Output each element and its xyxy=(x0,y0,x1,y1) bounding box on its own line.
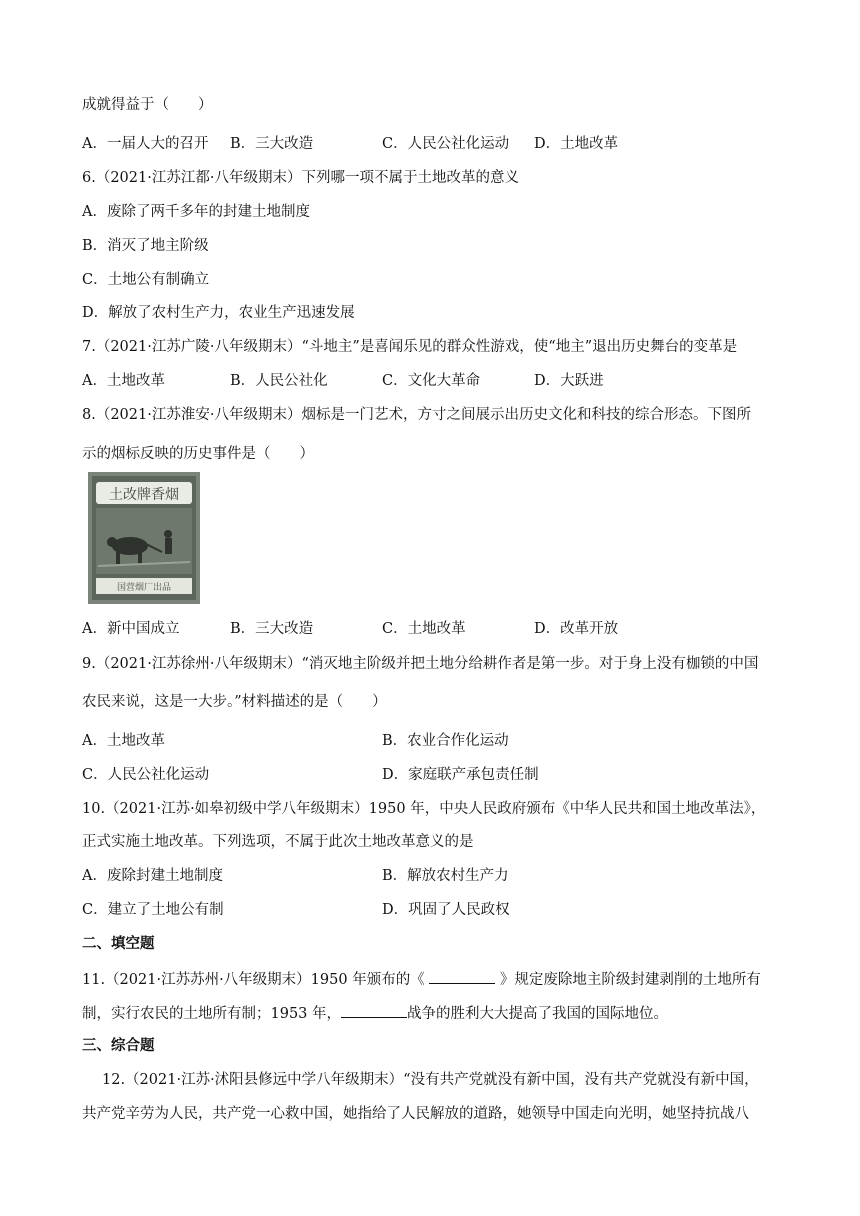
q8-options xyxy=(82,619,782,639)
q10-option-c: C．建立了土地公有制 xyxy=(82,902,224,918)
q10-option-d: D．巩固了人民政权 xyxy=(382,902,510,918)
q6-stem: 6.（2021·江苏江都·八年级期末）下列哪一项不属于土地改革的意义 xyxy=(82,170,519,186)
q7-option-d: D．大跃进 xyxy=(534,373,604,389)
q8-option-c: C．土地改革 xyxy=(382,621,466,637)
q8-stem-line1: 8.（2021·江苏淮安·八年级期末）烟标是一门艺术，方寸之间展示出历史文化和科技的综合形态。下图所 xyxy=(82,407,751,423)
q9-options-row2 xyxy=(82,765,782,785)
section-comprehensive-heading: 三、综合题 xyxy=(82,1037,155,1054)
q8-option-b: B．三大改造 xyxy=(230,621,314,637)
q11-line2 xyxy=(82,1002,668,1024)
q6-option-c: C．土地公有制确立 xyxy=(82,272,210,288)
q11-line2-start: 制，实行农民的土地所有制；1953 年， xyxy=(82,1006,342,1022)
cigarette-label-image xyxy=(88,472,200,604)
q9-option-d: D．家庭联产承包责任制 xyxy=(382,767,539,783)
q11-blank-2[interactable] xyxy=(341,1002,407,1018)
q10-options-row2 xyxy=(82,900,782,920)
q5-option-b: B．三大改造 xyxy=(230,136,314,152)
q9-option-a: A．土地改革 xyxy=(82,733,165,749)
q9-stem-line2: 农民来说，这是一大步。”材料描述的是（ ） xyxy=(82,694,387,710)
q7-option-a: A．土地改革 xyxy=(82,373,165,389)
q9-stem-line1: 9.（2021·江苏徐州·八年级期末）“消灭地主阶级并把土地分给耕作者是第一步。对于身上没有枷锁的中国 xyxy=(82,656,759,672)
q9-option-b: B．农业合作化运动 xyxy=(382,733,509,749)
q6-option-a: A．废除了两千多年的封建土地制度 xyxy=(82,204,310,220)
q9-option-c: C．人民公社化运动 xyxy=(82,767,210,783)
q6-option-b: B．消灭了地主阶级 xyxy=(82,238,209,254)
q6-option-d: D．解放了农村生产力，农业生产迅速发展 xyxy=(82,305,355,321)
q11-line1 xyxy=(82,968,761,990)
cigarette-label-caption: 国营烟厂出品 xyxy=(116,583,172,593)
q7-stem: 7.（2021·江苏广陵·八年级期末）“斗地主”是喜闻乐见的群众性游戏，使“地主”退出历史舞台的变革是 xyxy=(82,339,738,355)
q10-options-row1 xyxy=(82,866,782,886)
q11-line1-start: 11.（2021·江苏苏州·八年级期末）1950 年颁布的《 xyxy=(82,972,430,988)
q5-option-a: A．一届人大的召开 xyxy=(82,136,209,152)
q5-option-c: C．人民公社化运动 xyxy=(382,136,510,152)
q5-option-d: D．土地改革 xyxy=(534,136,619,152)
q7-options xyxy=(82,371,782,391)
q5-options xyxy=(82,134,782,154)
q8-option-d: D．改革开放 xyxy=(534,621,619,637)
q8-option-a: A．新中国成立 xyxy=(82,621,180,637)
q10-stem-line1: 10.（2021·江苏·如皋初级中学八年级期末）1950 年，中央人民政府颁布《中华人民共和国土地改革法》， xyxy=(82,801,766,817)
q8-stem-line2: 示的烟标反映的历史事件是（ ） xyxy=(82,446,314,462)
q11-line1-end: 》规定废除地主阶级封建剥削的土地所有 xyxy=(495,972,761,988)
cigarette-label-title: 土改牌香烟 xyxy=(109,487,179,503)
q10-stem-line2: 正式实施土地改革。下列选项，不属于此次土地改革意义的是 xyxy=(82,834,474,850)
section-fill-in-heading: 二、填空题 xyxy=(82,935,155,952)
q5-stem-tail: 成就得益于（ ） xyxy=(82,97,213,113)
q10-option-b: B．解放农村生产力 xyxy=(382,868,509,884)
q10-option-a: A．废除封建土地制度 xyxy=(82,868,223,884)
q12-line1: 12.（2021·江苏·沭阳县修远中学八年级期末）“没有共产党就没有新中国，没有共产党就没有新中国， xyxy=(102,1072,759,1088)
q7-option-c: C．文化大革命 xyxy=(382,373,481,389)
q12-line2: 共产党辛劳为人民，共产党一心救中国，她指给了人民解放的道路，她领导中国走向光明，她坚持抗战八 xyxy=(82,1106,749,1122)
q11-line2-end: 战争的胜利大大提高了我国的国际地位。 xyxy=(407,1006,669,1022)
q9-options-row1 xyxy=(82,731,782,751)
q7-option-b: B．人民公社化 xyxy=(230,373,328,389)
q11-blank-1[interactable] xyxy=(429,968,495,984)
